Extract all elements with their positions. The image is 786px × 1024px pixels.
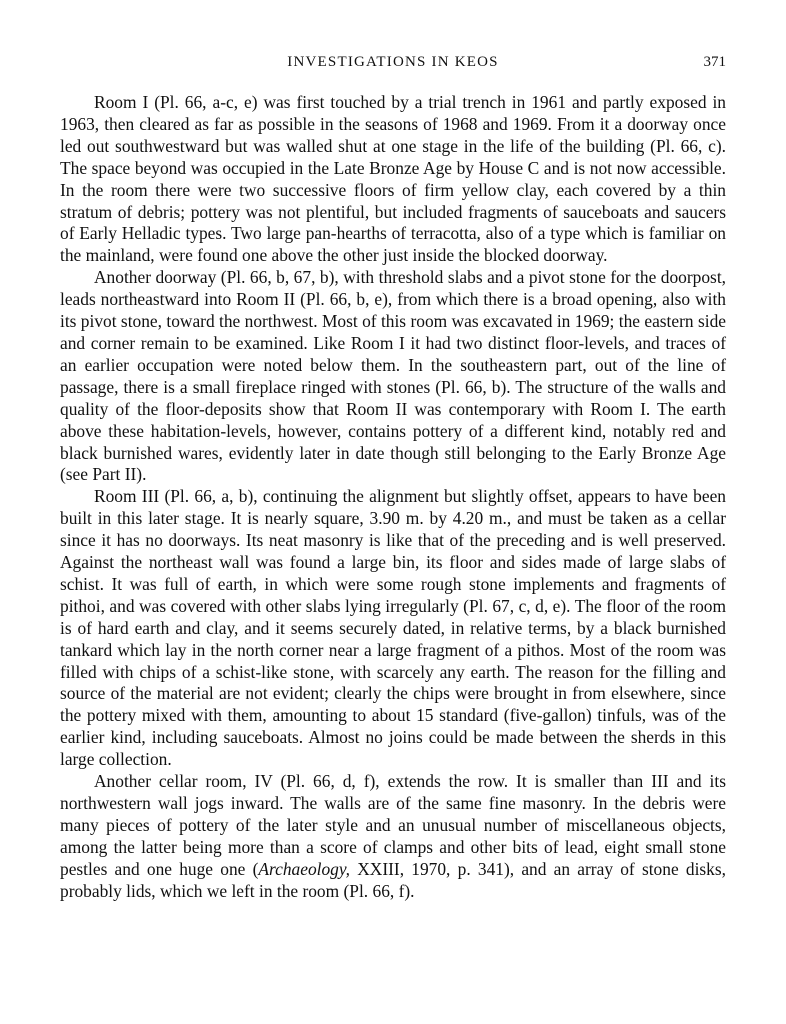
- running-title: INVESTIGATIONS IN KEOS: [287, 54, 499, 70]
- paragraph-room-iv-text-end: XXIII, 1970, p. 341), and an array of stone disks, probably lids, which we left in the room (Pl. 66, f).: [60, 858, 726, 901]
- paragraph-room-iii: Room III (Pl. 66, a, b), continuing the alignment but slightly offset, appears to have been built in this later stage. It is nearly square, 3.90 m. by 4.20 m., and must be taken as a cellar since it has no doorways. Its neat masonry is like that of the preceding and is well preserved. Against the northeast wall was found a large bin, its floor and sides made of large slabs of schist. It was full of earth, in which were some rough stone implements and fragments of pithoi, and was covered with other slabs lying irregularly (Pl. 67, c, d, e). The floor of the room is of hard earth and clay, and it seems securely dated, in relative terms, by a black burnished tankard which lay in the north corner near a large fragment of a pithos. Most of the room was filled with chips of a schist-like stone, with scarcely any earth. The reason for the filling and source of the material are not evident; clearly the chips were brought in from elsewhere, since the pottery mixed with them, amounting to about 15 standard (five-gallon) tinfuls, was of the earlier kind, including sauceboats. Almost no joins could be made between the sherds in this large collection.: [60, 486, 726, 770]
- paragraph-room-iv-text-start: Another cellar room, IV (Pl. 66, d, f), extends the row. It is smaller than III and its northwestern wall jogs inward. The walls are of the same fine masonry. In the debris were many pieces of pottery of the later style and an unusual number of miscellaneous objects, among the latter being more than a score of clamps and other bits of lead, eight small stone pestles and one huge one (: [60, 771, 726, 879]
- paragraph-room-i: Room I (Pl. 66, a-c, e) was first touched by a trial trench in 1961 and partly exposed in 1963, then cleared as far as possible in the seasons of 1968 and 1969. From it a doorway once led out southwestward but was walled shut at one stage in the life of the building (Pl. 66, c). The space beyond was occupied in the Late Bronze Age by House C and is not now accessible. In the room there were two successive floors of firm yellow clay, each covered by a thin stratum of debris; pottery was not plentiful, but included fragments of sauceboats and saucers of Early Helladic types. Two large pan-hearths of terracotta, also of a type which is familiar on the mainland, were found one above the other just inside the blocked doorway.: [60, 92, 726, 266]
- page-number: 371: [703, 54, 726, 70]
- document-page: [60, 52, 726, 903]
- body-text: [60, 92, 726, 903]
- paragraph-room-ii: Another doorway (Pl. 66, b, 67, b), with threshold slabs and a pivot stone for the doorpost, leads northeastward into Room II (Pl. 66, b, e), from which there is a broad opening, also with its pivot stone, toward the northwest. Most of this room was excavated in 1969; the eastern side and corner remain to be examined. Like Room I it had two distinct floor-levels, and traces of an earlier occupation were noted below them. In the southeastern part, out of the line of passage, there is a small fireplace ringed with stones (Pl. 66, b). The structure of the walls and quality of the floor-deposits show that Room II was contemporary with Room I. The earth above these habitation-levels, however, contains pottery of a different kind, notably red and black burnished wares, evidently later in date though still belonging to the Early Bronze Age (see Part II).: [60, 267, 726, 485]
- running-header: [60, 52, 726, 78]
- journal-title-italic: Archaeology,: [258, 858, 350, 879]
- paragraph-room-iv: [60, 771, 726, 902]
